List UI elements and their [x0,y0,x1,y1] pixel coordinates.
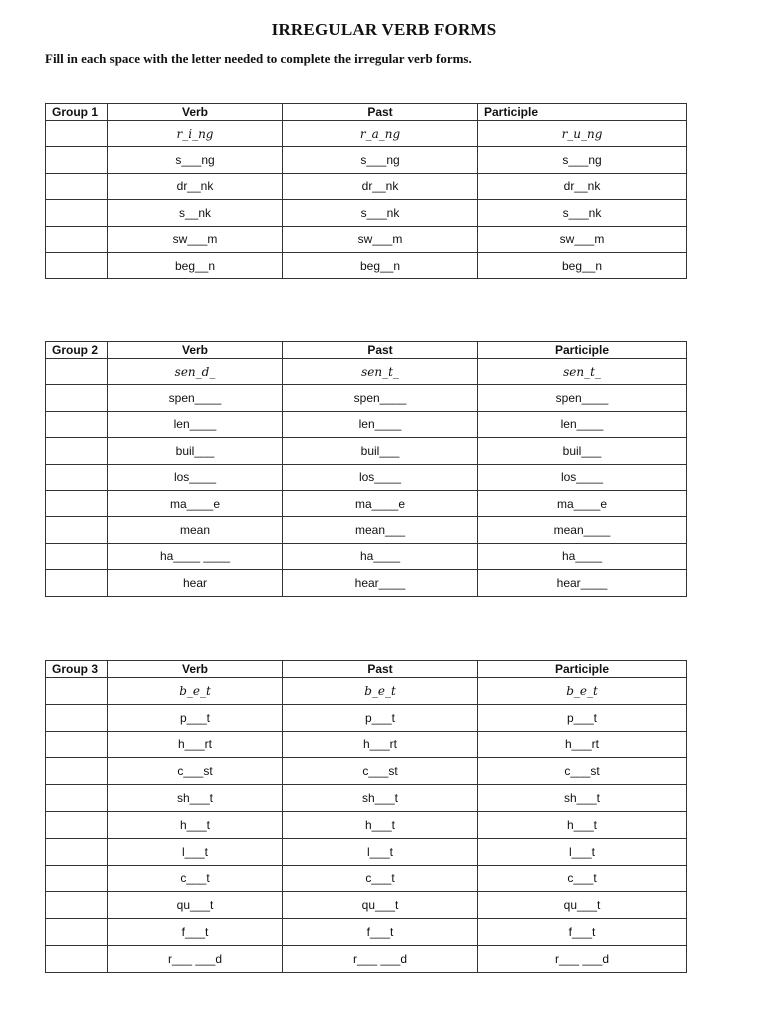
verb-cell[interactable]: c___st [108,758,283,785]
participle-cell[interactable]: ma____e [478,490,687,516]
verb-cell[interactable]: ha____ ____ [108,543,283,569]
past-cell[interactable]: ha____ [283,543,478,569]
verb-cell[interactable]: p___t [108,704,283,731]
verb-cell[interactable]: buil___ [108,438,283,464]
participle-cell[interactable]: h___rt [478,731,687,758]
participle-cell[interactable]: los____ [478,464,687,490]
past-cell[interactable]: h___rt [283,731,478,758]
past-cell[interactable]: beg__n [283,252,478,278]
past-cell[interactable]: sen_t_ [283,359,478,385]
past-cell[interactable]: sh___t [283,785,478,812]
participle-cell[interactable]: mean____ [478,517,687,543]
past-cell[interactable]: s___ng [283,147,478,173]
past-cell[interactable]: dr__nk [283,173,478,199]
participle-cell[interactable]: qu___t [478,892,687,919]
verb-cell[interactable]: s__nk [108,200,283,226]
group-2-table [45,341,687,597]
group-3-table [45,660,687,973]
participle-cell[interactable]: spen____ [478,385,687,411]
past-cell[interactable]: sw___m [283,226,478,252]
past-cell[interactable]: c___st [283,758,478,785]
past-cell[interactable]: buil___ [283,438,478,464]
participle-cell[interactable]: s___nk [478,200,687,226]
past-cell[interactable]: p___t [283,704,478,731]
verb-cell[interactable]: mean [108,517,283,543]
past-cell[interactable]: s___nk [283,200,478,226]
past-cell[interactable]: l___t [283,838,478,865]
participle-cell[interactable]: ha____ [478,543,687,569]
participle-cell[interactable]: hear____ [478,570,687,596]
verb-cell[interactable]: sh___t [108,785,283,812]
verb-cell[interactable]: s___ng [108,147,283,173]
past-cell[interactable]: b_e_t [283,678,478,705]
verb-cell[interactable]: sen_d_ [108,359,283,385]
header-verb: Verb [108,342,283,359]
past-cell[interactable]: qu___t [283,892,478,919]
verb-cell[interactable]: spen____ [108,385,283,411]
past-cell[interactable]: f___t [283,919,478,946]
page-title: IRREGULAR VERB FORMS [271,20,497,39]
group-label: Group 2 [46,342,108,359]
participle-cell[interactable]: l___t [478,838,687,865]
group-1-table [45,103,687,279]
header-past: Past [283,342,478,359]
verb-cell[interactable]: len____ [108,411,283,437]
header-verb: Verb [108,104,283,121]
past-cell[interactable]: r_a_ng [283,121,478,147]
verb-cell[interactable]: f___t [108,919,283,946]
past-cell[interactable]: mean___ [283,517,478,543]
verb-cell[interactable]: ma____e [108,490,283,516]
group-label: Group 1 [46,104,108,121]
participle-cell[interactable]: sh___t [478,785,687,812]
verb-cell[interactable]: hear [108,570,283,596]
header-participle: Participle [478,342,687,359]
past-cell[interactable]: hear____ [283,570,478,596]
verb-cell[interactable]: beg__n [108,252,283,278]
past-cell[interactable]: los____ [283,464,478,490]
instructions: Fill in each space with the letter needed to complete the irregular verb forms. [45,51,472,66]
verb-cell[interactable]: h___rt [108,731,283,758]
verb-cell[interactable]: r___ ___d [108,945,283,972]
past-cell[interactable]: h___t [283,811,478,838]
header-participle: Participle [478,104,687,121]
participle-cell[interactable]: sw___m [478,226,687,252]
participle-cell[interactable]: beg__n [478,252,687,278]
past-cell[interactable]: r___ ___d [283,945,478,972]
verb-cell[interactable]: c___t [108,865,283,892]
participle-cell[interactable]: sen_t_ [478,359,687,385]
participle-cell[interactable]: c___st [478,758,687,785]
verb-cell[interactable]: h___t [108,811,283,838]
group-label: Group 3 [46,661,108,678]
participle-cell[interactable]: r_u_ng [478,121,687,147]
past-cell[interactable]: spen____ [283,385,478,411]
participle-cell[interactable]: f___t [478,919,687,946]
verb-cell[interactable]: b_e_t [108,678,283,705]
participle-cell[interactable]: h___t [478,811,687,838]
header-participle: Participle [478,661,687,678]
verb-cell[interactable]: dr__nk [108,173,283,199]
header-past: Past [283,104,478,121]
header-past: Past [283,661,478,678]
past-cell[interactable]: ma____e [283,490,478,516]
participle-cell[interactable]: buil___ [478,438,687,464]
participle-cell[interactable]: dr__nk [478,173,687,199]
verb-cell[interactable]: los____ [108,464,283,490]
verb-cell[interactable]: sw___m [108,226,283,252]
participle-cell[interactable]: r___ ___d [478,945,687,972]
participle-cell[interactable]: p___t [478,704,687,731]
verb-cell[interactable]: l___t [108,838,283,865]
participle-cell[interactable]: b_e_t [478,678,687,705]
header-verb: Verb [108,661,283,678]
participle-cell[interactable]: s___ng [478,147,687,173]
verb-cell[interactable]: r_i_ng [108,121,283,147]
participle-cell[interactable]: c___t [478,865,687,892]
verb-cell[interactable]: qu___t [108,892,283,919]
participle-cell[interactable]: len____ [478,411,687,437]
past-cell[interactable]: len____ [283,411,478,437]
past-cell[interactable]: c___t [283,865,478,892]
